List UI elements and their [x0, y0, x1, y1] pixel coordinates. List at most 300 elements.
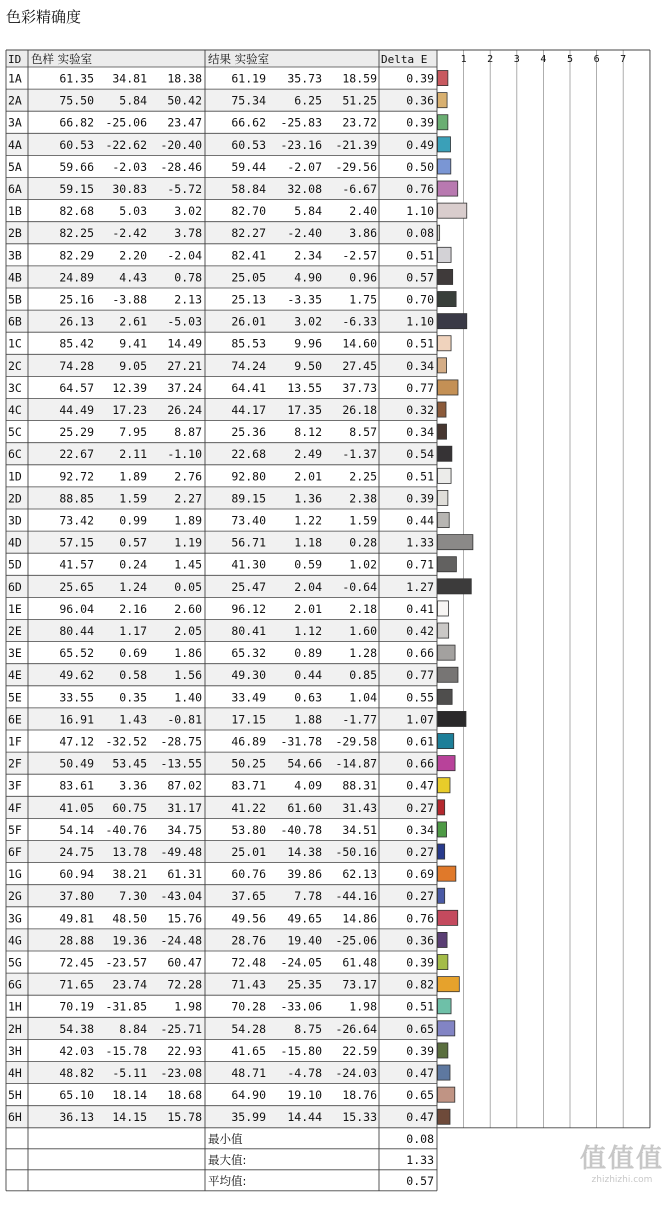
delta-e-bar — [438, 137, 451, 152]
sample-lab-value: 25.16 — [59, 292, 94, 307]
result-lab-value: 64.90 — [231, 1088, 266, 1103]
row-id: 4E — [8, 668, 22, 683]
result-lab-value: 31.43 — [342, 800, 377, 815]
sample-lab-value: 82.25 — [59, 226, 94, 241]
result-lab-value: 8.75 — [294, 1021, 322, 1036]
result-lab-value: 25.36 — [231, 425, 266, 440]
sample-lab-value: 72.28 — [167, 977, 202, 992]
delta-e-value: 0.66 — [406, 646, 434, 661]
sample-lab-value: 2.76 — [174, 469, 202, 484]
delta-e-value: 0.42 — [406, 624, 434, 638]
delta-e-bar — [438, 269, 453, 284]
result-lab-value: -50.16 — [335, 845, 377, 859]
result-lab-value: 62.13 — [342, 867, 377, 882]
sample-lab-value: 5.84 — [119, 93, 147, 108]
sample-lab-value: 72.45 — [59, 955, 94, 970]
result-lab-value: 4.09 — [294, 778, 322, 793]
delta-e-bar — [438, 822, 447, 837]
result-lab-value: 26.18 — [342, 403, 377, 417]
row-id: 6B — [8, 314, 22, 329]
sample-lab-value: 8.84 — [119, 1021, 147, 1036]
delta-e-value: 0.69 — [406, 867, 434, 882]
result-lab-value: 17.15 — [231, 712, 266, 727]
sample-lab-value: 57.15 — [59, 535, 94, 550]
sample-lab-value: 22.67 — [59, 447, 94, 462]
result-lab-value: 1.28 — [349, 646, 377, 661]
result-lab-value: 82.27 — [231, 226, 266, 241]
sample-lab-value: 22.93 — [167, 1043, 202, 1058]
delta-e-bar — [438, 888, 445, 903]
sample-lab-value: -25.06 — [105, 115, 147, 130]
sample-lab-value: 1.56 — [174, 668, 202, 683]
result-lab-value: 48.71 — [231, 1066, 266, 1080]
delta-e-value: 0.66 — [406, 756, 434, 771]
sample-lab-value: 1.89 — [119, 469, 147, 484]
sample-lab-value: 7.30 — [119, 889, 147, 904]
delta-e-value: 0.27 — [406, 800, 434, 815]
row-id: 5H — [8, 1088, 22, 1103]
sample-lab-value: -3.88 — [112, 292, 147, 307]
sample-lab-value: 2.16 — [119, 601, 147, 616]
sample-lab-value: 12.39 — [112, 380, 147, 395]
result-lab-value: -2.40 — [287, 226, 322, 241]
row-id: 1C — [8, 336, 22, 351]
sample-lab-value: 15.78 — [167, 1110, 202, 1125]
delta-e-value: 0.70 — [406, 292, 434, 307]
sample-lab-value: 23.74 — [112, 977, 147, 992]
delta-e-bar — [438, 756, 456, 771]
row-id: 4A — [8, 137, 22, 152]
sample-lab-value: 14.49 — [167, 336, 202, 351]
result-lab-value: 25.35 — [287, 977, 322, 992]
delta-e-value: 1.27 — [406, 579, 434, 594]
sample-lab-value: 27.21 — [167, 358, 202, 373]
result-lab-value: 35.99 — [231, 1110, 266, 1125]
sample-lab-value: 2.11 — [119, 447, 147, 462]
row-id: 1E — [8, 601, 22, 616]
row-id: 3C — [8, 380, 22, 395]
sample-lab-value: 80.44 — [59, 624, 94, 638]
sample-lab-value: 3.36 — [119, 778, 147, 793]
row-id: 1G — [8, 867, 22, 882]
result-lab-value: 1.02 — [349, 557, 377, 572]
result-lab-value: -25.83 — [280, 115, 322, 130]
delta-e-bar — [438, 734, 454, 749]
delta-e-value: 0.65 — [406, 1021, 434, 1036]
delta-e-bar — [438, 866, 456, 881]
delta-e-value: 0.41 — [406, 601, 434, 616]
result-lab-value: 23.72 — [342, 115, 377, 130]
tick-label: 1 — [460, 54, 467, 65]
sample-lab-value: 1.59 — [119, 491, 147, 506]
sample-lab-value: 34.81 — [112, 71, 147, 86]
sample-lab-value: 53.45 — [112, 756, 147, 771]
result-lab-value: 7.78 — [294, 889, 322, 904]
result-lab-value: 49.30 — [231, 668, 266, 683]
result-lab-value: 19.40 — [287, 933, 322, 948]
result-lab-value: 49.65 — [287, 911, 322, 926]
result-lab-value: 37.73 — [342, 380, 377, 395]
result-lab-value: -14.87 — [335, 756, 377, 771]
result-lab-value: 2.49 — [294, 447, 322, 462]
row-id: 2D — [8, 491, 22, 506]
delta-e-value: 0.27 — [406, 889, 434, 904]
result-lab-value: 74.24 — [231, 358, 266, 373]
sample-lab-value: 44.49 — [59, 403, 94, 417]
sample-lab-value: 49.81 — [59, 911, 94, 926]
delta-e-value: 0.57 — [406, 270, 434, 285]
row-id: 4F — [8, 800, 22, 815]
sample-lab-value: -31.85 — [105, 999, 147, 1014]
result-lab-value: 60.53 — [231, 137, 266, 152]
sample-lab-value: -20.40 — [160, 137, 202, 152]
delta-e-bar — [438, 535, 473, 550]
sample-lab-value: -2.42 — [112, 226, 147, 241]
result-lab-value: 0.89 — [294, 646, 322, 661]
delta-e-bar — [438, 977, 460, 992]
result-lab-value: 3.02 — [294, 314, 322, 329]
sample-lab-value: 30.83 — [112, 182, 147, 196]
tick-label: 6 — [593, 54, 600, 65]
delta-e-bar — [438, 490, 448, 505]
row-id: 5D — [8, 557, 22, 572]
sample-lab-value: 60.75 — [112, 800, 147, 815]
result-lab-value: 2.01 — [294, 601, 322, 616]
result-lab-value: 73.17 — [342, 977, 377, 992]
row-id: 3H — [8, 1043, 22, 1058]
result-lab-value: 64.41 — [231, 380, 266, 395]
row-id: 3F — [8, 778, 22, 793]
sample-lab-value: 47.12 — [59, 734, 94, 749]
header-delta-e: Delta E — [381, 53, 428, 66]
result-lab-value: 14.44 — [287, 1110, 322, 1125]
delta-e-value: 1.10 — [406, 204, 434, 219]
result-lab-value: 22.68 — [231, 447, 266, 462]
delta-e-value: 0.77 — [406, 668, 434, 683]
delta-e-value: 0.76 — [406, 911, 434, 926]
sample-lab-value: 85.42 — [59, 336, 94, 351]
result-lab-value: 28.76 — [231, 933, 266, 948]
result-lab-value: -40.78 — [280, 822, 322, 837]
row-id: 2H — [8, 1021, 22, 1036]
sample-lab-value: 37.24 — [167, 380, 202, 395]
sample-lab-value: 14.15 — [112, 1110, 147, 1125]
sample-lab-value: -25.71 — [160, 1021, 202, 1036]
result-lab-value: 6.25 — [294, 93, 322, 108]
delta-e-bar — [438, 557, 457, 572]
delta-e-bar — [438, 71, 448, 86]
result-lab-value: 9.96 — [294, 336, 322, 351]
row-id: 2E — [8, 624, 22, 638]
sample-lab-value: 4.43 — [119, 270, 147, 285]
delta-e-bar — [438, 689, 453, 704]
sample-lab-value: -23.08 — [160, 1066, 202, 1080]
delta-e-value: 1.10 — [406, 314, 434, 329]
result-lab-value: 65.32 — [231, 646, 266, 661]
result-lab-value: 70.28 — [231, 999, 266, 1014]
delta-e-value: 0.51 — [406, 999, 434, 1014]
result-lab-value: 1.36 — [294, 491, 322, 506]
sample-lab-value: 8.87 — [174, 425, 202, 440]
delta-e-bar — [438, 800, 445, 815]
delta-e-value: 0.47 — [406, 778, 434, 793]
sample-lab-value: 13.78 — [112, 845, 147, 859]
result-lab-value: -24.03 — [335, 1066, 377, 1080]
result-lab-value: 58.84 — [231, 182, 266, 196]
delta-e-value: 0.77 — [406, 380, 434, 395]
result-lab-value: 80.41 — [231, 624, 266, 638]
result-lab-value: 96.12 — [231, 601, 266, 616]
row-id: 6A — [8, 182, 22, 196]
sample-lab-value: 54.14 — [59, 822, 94, 837]
sample-lab-value: 33.55 — [59, 690, 94, 705]
row-id: 1F — [8, 734, 22, 749]
row-id: 4H — [8, 1066, 22, 1080]
delta-e-bar — [438, 601, 449, 616]
sample-lab-value: 0.24 — [119, 557, 147, 572]
row-id: 1A — [8, 71, 22, 86]
row-id: 6D — [8, 579, 22, 594]
sample-lab-value: 18.14 — [112, 1088, 147, 1103]
row-id: 6F — [8, 845, 22, 859]
result-lab-value: 66.62 — [231, 115, 266, 130]
delta-e-value: 0.51 — [406, 469, 434, 484]
delta-e-value: 0.71 — [406, 557, 434, 572]
sample-lab-value: -13.55 — [160, 756, 202, 771]
sample-lab-value: 1.19 — [174, 535, 202, 550]
result-lab-value: -26.64 — [335, 1021, 377, 1036]
delta-e-bar — [438, 159, 451, 174]
sample-lab-value: 88.85 — [59, 491, 94, 506]
result-lab-value: 0.63 — [294, 690, 322, 705]
sample-lab-value: 1.24 — [119, 579, 147, 594]
sample-lab-value: 48.82 — [59, 1066, 94, 1080]
result-lab-value: 8.57 — [349, 425, 377, 440]
result-lab-value: 71.43 — [231, 977, 266, 992]
sample-lab-value: 2.20 — [119, 248, 147, 263]
sample-lab-value: 3.02 — [174, 204, 202, 219]
result-lab-value: 2.18 — [349, 601, 377, 616]
sample-lab-value: 66.82 — [59, 115, 94, 130]
delta-e-bar — [438, 446, 452, 461]
summary-value: 0.08 — [406, 1131, 434, 1146]
sample-lab-value: 19.36 — [112, 933, 147, 948]
sample-lab-value: -49.48 — [160, 845, 202, 859]
sample-lab-value: -2.04 — [167, 248, 202, 263]
result-lab-value: 14.60 — [342, 336, 377, 351]
result-lab-value: -44.16 — [335, 889, 377, 904]
sample-lab-value: 3.78 — [174, 226, 202, 241]
sample-lab-value: -5.72 — [167, 182, 202, 196]
sample-lab-value: -2.03 — [112, 159, 147, 174]
result-lab-value: 17.35 — [287, 403, 322, 417]
delta-e-value: 0.39 — [406, 71, 434, 86]
result-lab-value: 82.41 — [231, 248, 266, 263]
result-lab-value: 61.60 — [287, 800, 322, 815]
delta-e-bar — [438, 1021, 455, 1036]
result-lab-value: 54.66 — [287, 756, 322, 771]
result-lab-value: 85.53 — [231, 336, 266, 351]
sample-lab-value: 1.45 — [174, 557, 202, 572]
result-lab-value: -1.37 — [342, 447, 377, 462]
sample-lab-value: 1.40 — [174, 690, 202, 705]
sample-lab-value: 2.60 — [174, 601, 202, 616]
sample-lab-value: 73.42 — [59, 513, 94, 528]
result-lab-value: 1.88 — [294, 712, 322, 727]
sample-lab-value: -0.81 — [167, 712, 202, 727]
row-id: 6E — [8, 712, 22, 727]
result-lab-value: 22.59 — [342, 1043, 377, 1058]
delta-e-bar — [438, 955, 448, 970]
sample-lab-value: 34.75 — [167, 822, 202, 837]
row-id: 6G — [8, 977, 22, 992]
row-id: 4D — [8, 535, 22, 550]
result-lab-value: 1.22 — [294, 513, 322, 528]
result-lab-value: 1.98 — [349, 999, 377, 1014]
result-lab-value: -0.64 — [342, 579, 377, 594]
row-id: 2B — [8, 226, 22, 241]
sample-lab-value: 64.57 — [59, 380, 94, 395]
delta-e-value: 0.82 — [406, 977, 434, 992]
summary-label: 平均值: — [208, 1173, 247, 1188]
result-lab-value: -21.39 — [335, 137, 377, 152]
watermark-logo-text: 值值值 — [579, 1144, 664, 1174]
sample-lab-value: -5.11 — [112, 1066, 147, 1080]
result-lab-value: -29.56 — [335, 159, 377, 174]
delta-e-bar — [438, 1065, 451, 1080]
result-lab-value: 92.80 — [231, 469, 266, 484]
sample-lab-value: 1.98 — [174, 999, 202, 1014]
delta-e-value: 0.34 — [406, 822, 434, 837]
result-lab-value: 18.76 — [342, 1088, 377, 1103]
result-lab-value: -15.80 — [280, 1043, 322, 1058]
row-id: 5E — [8, 690, 22, 705]
delta-e-value: 0.39 — [406, 1043, 434, 1058]
sample-lab-value: -5.03 — [167, 314, 202, 329]
delta-e-bar — [438, 203, 467, 218]
header-id: ID — [8, 53, 22, 66]
result-lab-value: -6.33 — [342, 314, 377, 329]
row-id: 3A — [8, 115, 22, 130]
delta-e-bar — [438, 711, 466, 726]
watermark-logo — [580, 1138, 664, 1185]
result-lab-value: 13.55 — [287, 380, 322, 395]
sample-lab-value: 5.03 — [119, 204, 147, 219]
sample-lab-value: 31.17 — [167, 800, 202, 815]
result-lab-value: 33.49 — [231, 690, 266, 705]
sample-lab-value: 61.31 — [167, 867, 202, 882]
delta-e-value: 0.44 — [406, 513, 434, 528]
result-lab-value: 75.34 — [231, 93, 266, 108]
delta-e-value: 1.07 — [406, 712, 434, 727]
result-lab-value: 4.90 — [294, 270, 322, 285]
result-lab-value: -2.57 — [342, 248, 377, 263]
delta-e-value: 0.50 — [406, 159, 434, 174]
delta-e-value: 0.61 — [406, 734, 434, 749]
delta-e-bar — [438, 844, 445, 859]
summary-value: 0.57 — [406, 1173, 434, 1188]
delta-e-bar — [438, 115, 448, 130]
delta-e-value: 0.76 — [406, 182, 434, 196]
row-id: 3E — [8, 646, 22, 661]
result-lab-value: 2.04 — [294, 579, 322, 594]
delta-e-bar — [438, 513, 450, 528]
delta-e-bar — [438, 1043, 448, 1058]
row-id: 5A — [8, 159, 22, 174]
tick-label: 2 — [487, 54, 494, 65]
result-lab-value: 25.05 — [231, 270, 266, 285]
sample-lab-value: 41.05 — [59, 800, 94, 815]
sample-lab-value: 0.05 — [174, 579, 202, 594]
result-lab-value: 54.28 — [231, 1021, 266, 1036]
delta-e-value: 0.51 — [406, 248, 434, 263]
row-id: 6H — [8, 1110, 22, 1125]
sample-lab-value: -40.76 — [105, 822, 147, 837]
result-lab-value: 1.75 — [349, 292, 377, 307]
sample-lab-value: 82.68 — [59, 204, 94, 219]
sample-lab-value: 24.75 — [59, 845, 94, 859]
sample-lab-value: 96.04 — [59, 601, 94, 616]
sample-lab-value: 60.94 — [59, 867, 94, 882]
sample-lab-value: 61.35 — [59, 71, 94, 86]
result-lab-value: 32.08 — [287, 182, 322, 196]
result-lab-value: 2.34 — [294, 248, 322, 263]
sample-lab-value: 7.95 — [119, 425, 147, 440]
delta-e-value: 0.32 — [406, 403, 434, 417]
delta-e-bar — [438, 336, 452, 351]
summary-value: 1.33 — [406, 1152, 434, 1167]
result-lab-value: 60.76 — [231, 867, 266, 882]
result-lab-value: 1.12 — [294, 624, 322, 638]
delta-e-bar — [438, 181, 458, 196]
tick-label: 4 — [540, 54, 547, 65]
sample-lab-value: 1.89 — [174, 513, 202, 528]
delta-e-bar — [438, 402, 447, 417]
result-lab-value: 18.59 — [342, 71, 377, 86]
result-lab-value: -2.07 — [287, 159, 322, 174]
result-lab-value: 39.86 — [287, 867, 322, 882]
sample-lab-value: 87.02 — [167, 778, 202, 793]
delta-e-value: 0.49 — [406, 137, 434, 152]
delta-e-value: 0.39 — [406, 491, 434, 506]
result-lab-value: 15.33 — [342, 1110, 377, 1125]
result-lab-value: 1.60 — [349, 624, 377, 638]
sample-lab-value: 26.13 — [59, 314, 94, 329]
delta-e-bar — [438, 623, 449, 638]
result-lab-value: -23.16 — [280, 137, 322, 152]
sample-lab-value: 70.19 — [59, 999, 94, 1014]
sample-lab-value: 59.66 — [59, 159, 94, 174]
sample-lab-value: 48.50 — [112, 911, 147, 926]
sample-lab-value: 2.05 — [174, 624, 202, 638]
sample-lab-value: 54.38 — [59, 1021, 94, 1036]
delta-e-value: 0.27 — [406, 845, 434, 859]
sample-lab-value: 18.68 — [167, 1088, 202, 1103]
sample-lab-value: -28.46 — [160, 159, 202, 174]
delta-e-value: 0.39 — [406, 115, 434, 130]
delta-e-value: 0.36 — [406, 93, 434, 108]
result-lab-value: 37.65 — [231, 889, 266, 904]
result-lab-value: 2.25 — [349, 469, 377, 484]
sample-lab-value: 2.13 — [174, 292, 202, 307]
row-id: 1H — [8, 999, 22, 1014]
result-lab-value: 0.28 — [349, 535, 377, 550]
sample-lab-value: 71.65 — [59, 977, 94, 992]
sample-lab-value: 23.47 — [167, 115, 202, 130]
result-lab-value: 49.56 — [231, 911, 266, 926]
result-lab-value: 8.12 — [294, 425, 322, 440]
sample-lab-value: 65.52 — [59, 646, 94, 661]
